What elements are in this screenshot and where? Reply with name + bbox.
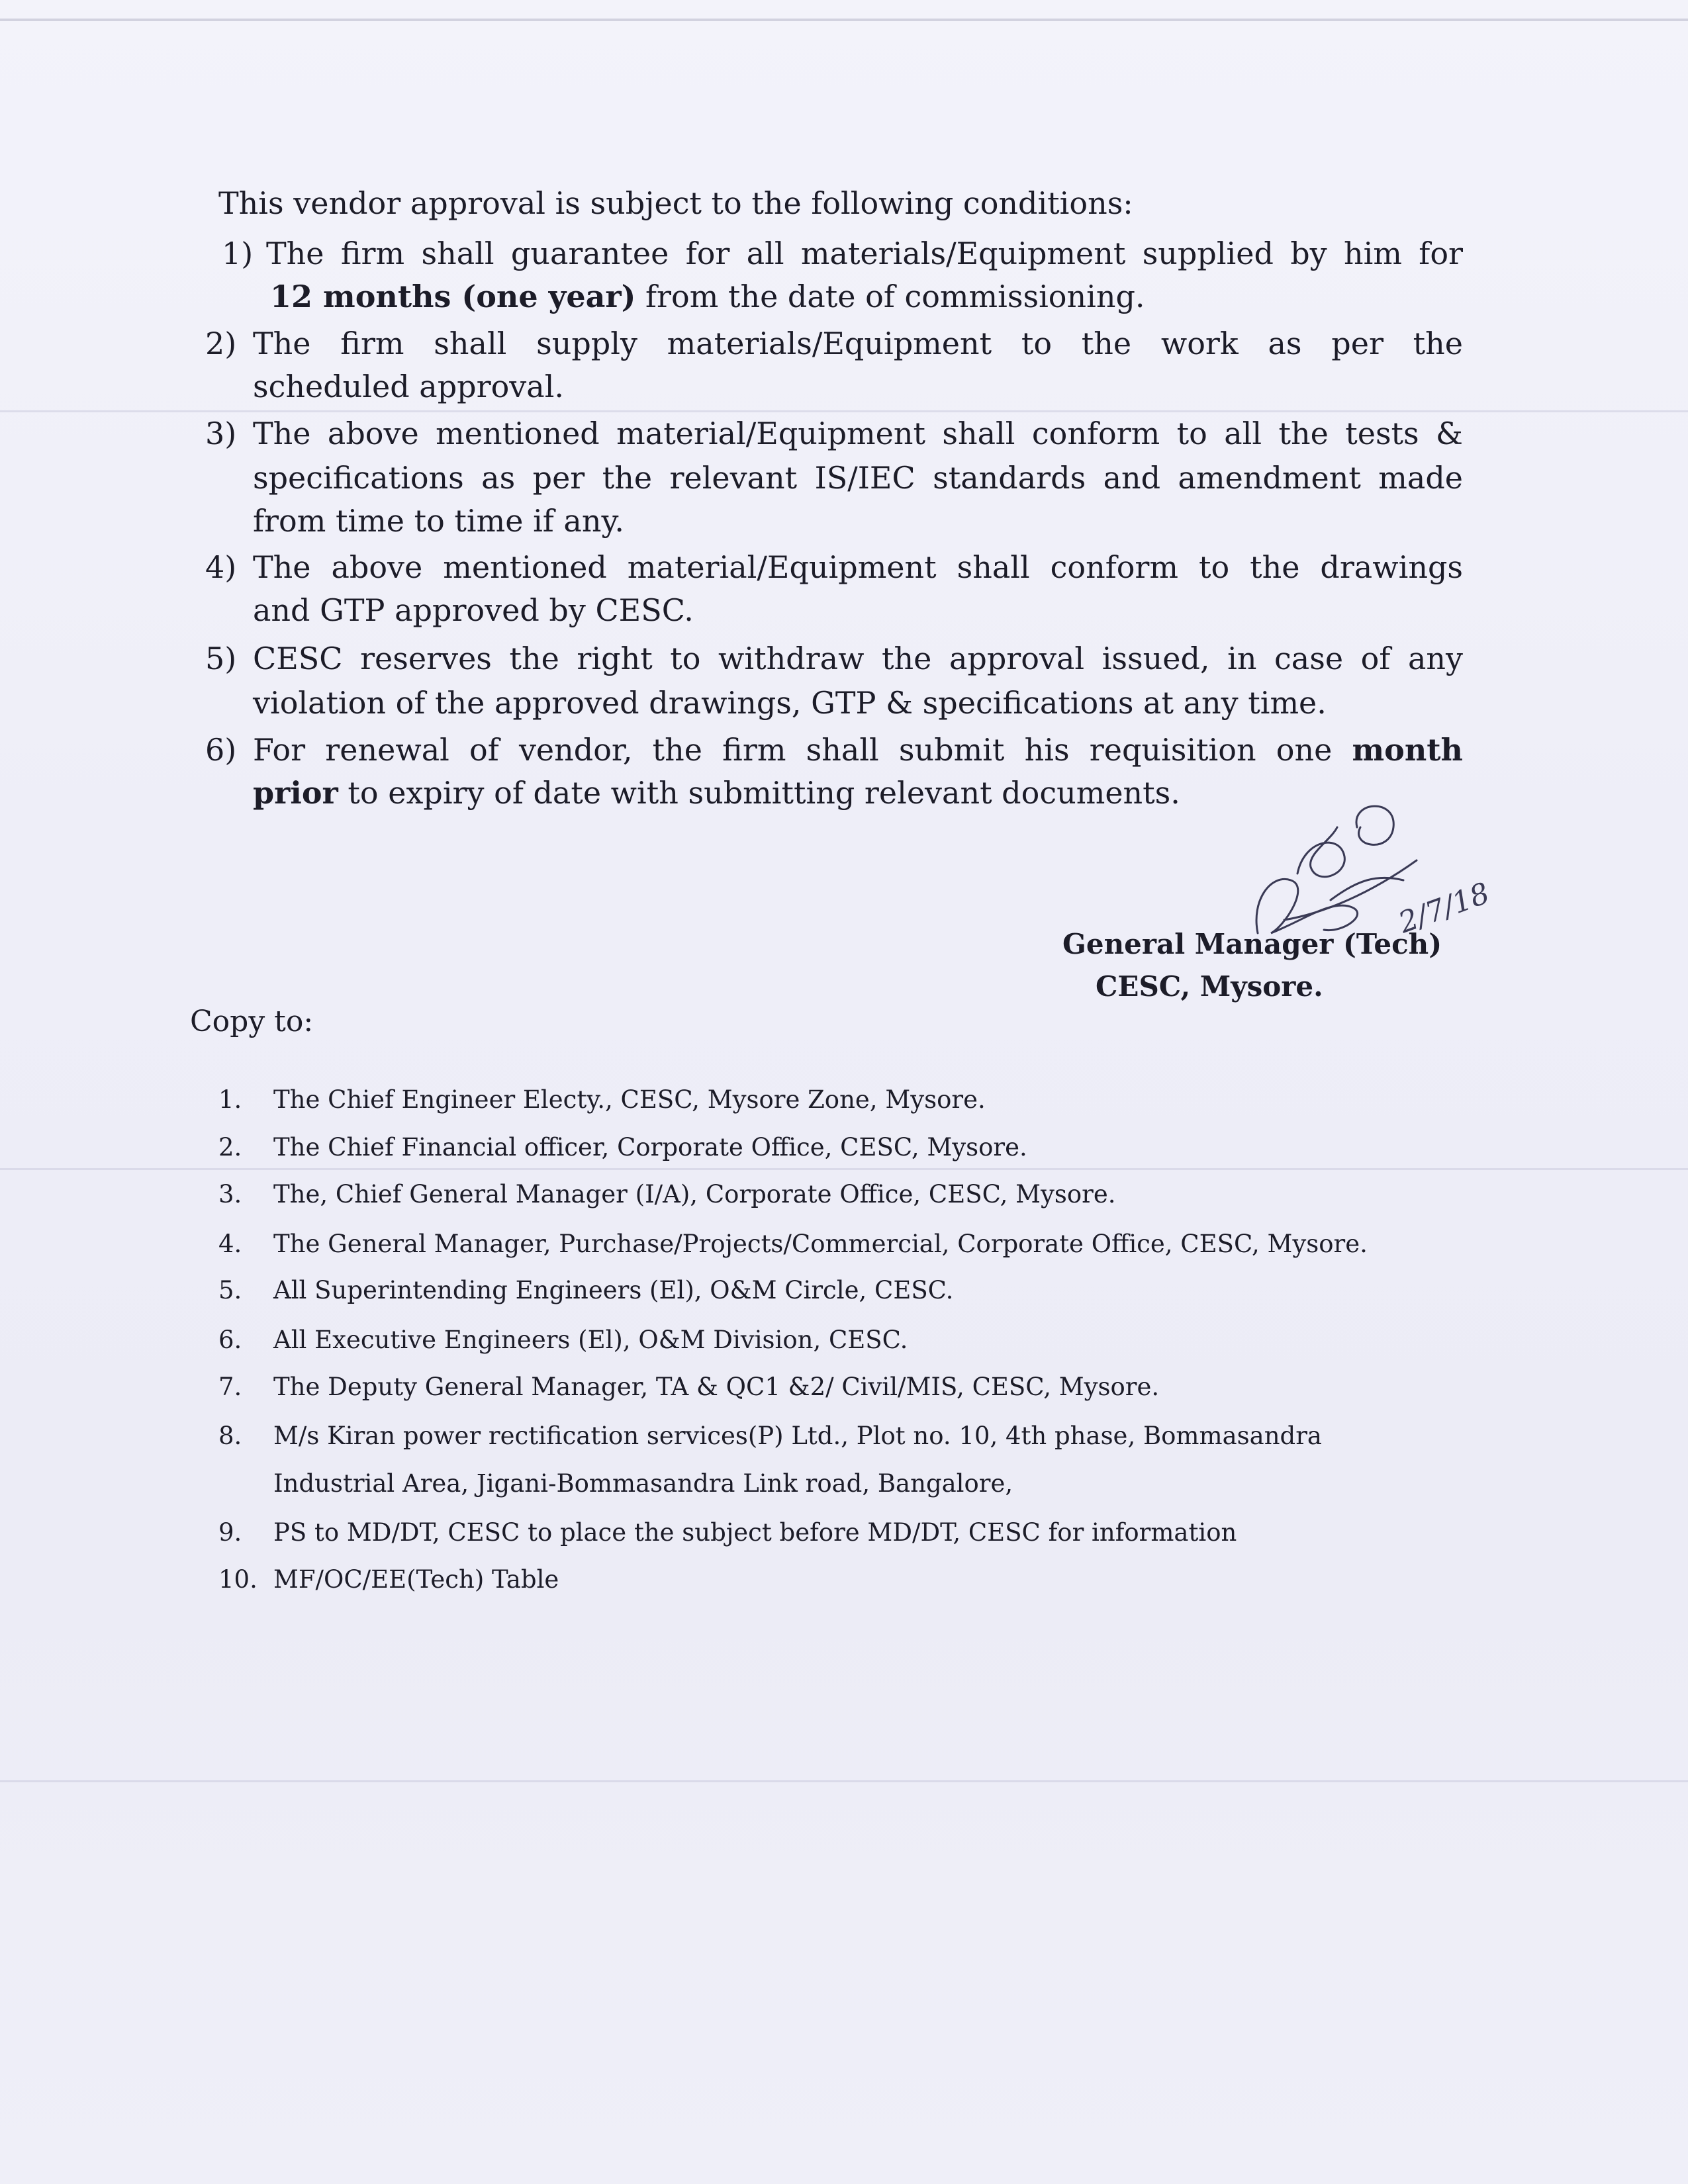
condition-line bbox=[253, 460, 1463, 496]
text-segment: from time to time if any. bbox=[253, 503, 624, 539]
copy-to-recipient: MF/OC/EE(Tech) Table bbox=[273, 1565, 559, 1594]
text-segment: The firm shall guarantee for all materials/Equipment supplied by him for bbox=[266, 236, 1463, 271]
copy-to-recipient: PS to MD/DT, CESC to place the subject before MD/DT, CESC for information bbox=[273, 1518, 1237, 1547]
condition-number: 1) bbox=[222, 236, 254, 271]
copy-to-number: 7. bbox=[218, 1373, 242, 1401]
bold-text: month bbox=[1352, 732, 1463, 768]
condition-number: 4) bbox=[205, 549, 237, 585]
copy-to-number: 5. bbox=[218, 1276, 242, 1304]
text-segment: For renewal of vendor, the firm shall submit his requisition one bbox=[253, 732, 1352, 768]
text-segment: from the date of commissioning. bbox=[635, 279, 1145, 314]
copy-to-recipient: All Superintending Engineers (El), O&M Circle, CESC. bbox=[273, 1276, 954, 1304]
condition-line bbox=[253, 416, 1463, 451]
copy-to-number: 9. bbox=[218, 1518, 242, 1547]
copy-to-number: 3. bbox=[218, 1180, 242, 1208]
signatory-title: General Manager (Tech) bbox=[1062, 928, 1442, 960]
copy-to-number: 8. bbox=[218, 1422, 242, 1450]
condition-line bbox=[253, 503, 1463, 539]
condition-number: 3) bbox=[205, 416, 237, 451]
copy-to-number: 2. bbox=[218, 1133, 242, 1161]
signatory-org: CESC, Mysore. bbox=[1096, 970, 1323, 1003]
copy-to-recipient: The, Chief General Manager (I/A), Corporate Office, CESC, Mysore. bbox=[273, 1180, 1116, 1208]
text-segment: CESC reserves the right to withdraw the approval issued, in case of any bbox=[253, 641, 1463, 676]
paper-fold bbox=[0, 1168, 1688, 1170]
text-segment: scheduled approval. bbox=[253, 369, 565, 404]
condition-line bbox=[253, 732, 1463, 768]
copy-to-recipient: The Deputy General Manager, TA & QC1 &2/ Civil/MIS, CESC, Mysore. bbox=[273, 1373, 1160, 1401]
copy-to-number: 6. bbox=[218, 1326, 242, 1354]
condition-number: 2) bbox=[205, 326, 237, 361]
text-segment: and GTP approved by CESC. bbox=[253, 592, 694, 628]
text-segment: The above mentioned material/Equipment shall conform to the drawings bbox=[253, 549, 1463, 585]
copy-to-number: 10. bbox=[218, 1565, 258, 1594]
text-segment: to expiry of date with submitting relevant documents. bbox=[338, 775, 1180, 811]
paper-fold bbox=[0, 1780, 1688, 1782]
text-segment: The firm shall supply materials/Equipment to the work as per the bbox=[253, 326, 1463, 361]
condition-number: 5) bbox=[205, 641, 237, 676]
copy-to-recipient: Industrial Area, Jigani-Bommasandra Link road, Bangalore, bbox=[273, 1469, 1013, 1498]
text-segment: specifications as per the relevant IS/IEC standards and amendment made bbox=[253, 460, 1463, 496]
condition-line bbox=[266, 236, 1463, 271]
paper-fold bbox=[0, 410, 1688, 412]
condition-line bbox=[253, 369, 1463, 404]
condition-line bbox=[270, 279, 1463, 314]
bold-text: 12 months (one year) bbox=[270, 279, 636, 314]
condition-line bbox=[253, 685, 1463, 721]
copy-to-recipient: The Chief Financial officer, Corporate Office, CESC, Mysore. bbox=[273, 1133, 1027, 1161]
signature-date: 2/7/18 bbox=[1394, 876, 1494, 940]
bold-text: prior bbox=[253, 775, 338, 811]
top-edge-mark bbox=[0, 19, 1688, 21]
condition-number: 6) bbox=[205, 732, 237, 768]
copy-to-recipient: The General Manager, Purchase/Projects/Commercial, Corporate Office, CESC, Mysore. bbox=[273, 1230, 1368, 1258]
copy-to-recipient: The Chief Engineer Electy., CESC, Mysore Zone, Mysore. bbox=[273, 1085, 986, 1114]
copy-to-label: Copy to: bbox=[190, 1005, 314, 1038]
copy-to-recipient: M/s Kiran power rectification services(P) Ltd., Plot no. 10, 4th phase, Bommasandra bbox=[273, 1422, 1322, 1450]
intro-text: This vendor approval is subject to the following conditions: bbox=[218, 185, 1133, 221]
text-segment: The above mentioned material/Equipment shall conform to all the tests & bbox=[253, 416, 1463, 451]
copy-to-number: 1. bbox=[218, 1085, 242, 1114]
copy-to-number: 4. bbox=[218, 1230, 242, 1258]
condition-line bbox=[253, 592, 1463, 628]
condition-line bbox=[253, 326, 1463, 361]
text-segment: violation of the approved drawings, GTP & specifications at any time. bbox=[253, 685, 1327, 721]
condition-line bbox=[253, 549, 1463, 585]
copy-to-recipient: All Executive Engineers (El), O&M Division, CESC. bbox=[273, 1326, 908, 1354]
condition-line bbox=[253, 641, 1463, 676]
